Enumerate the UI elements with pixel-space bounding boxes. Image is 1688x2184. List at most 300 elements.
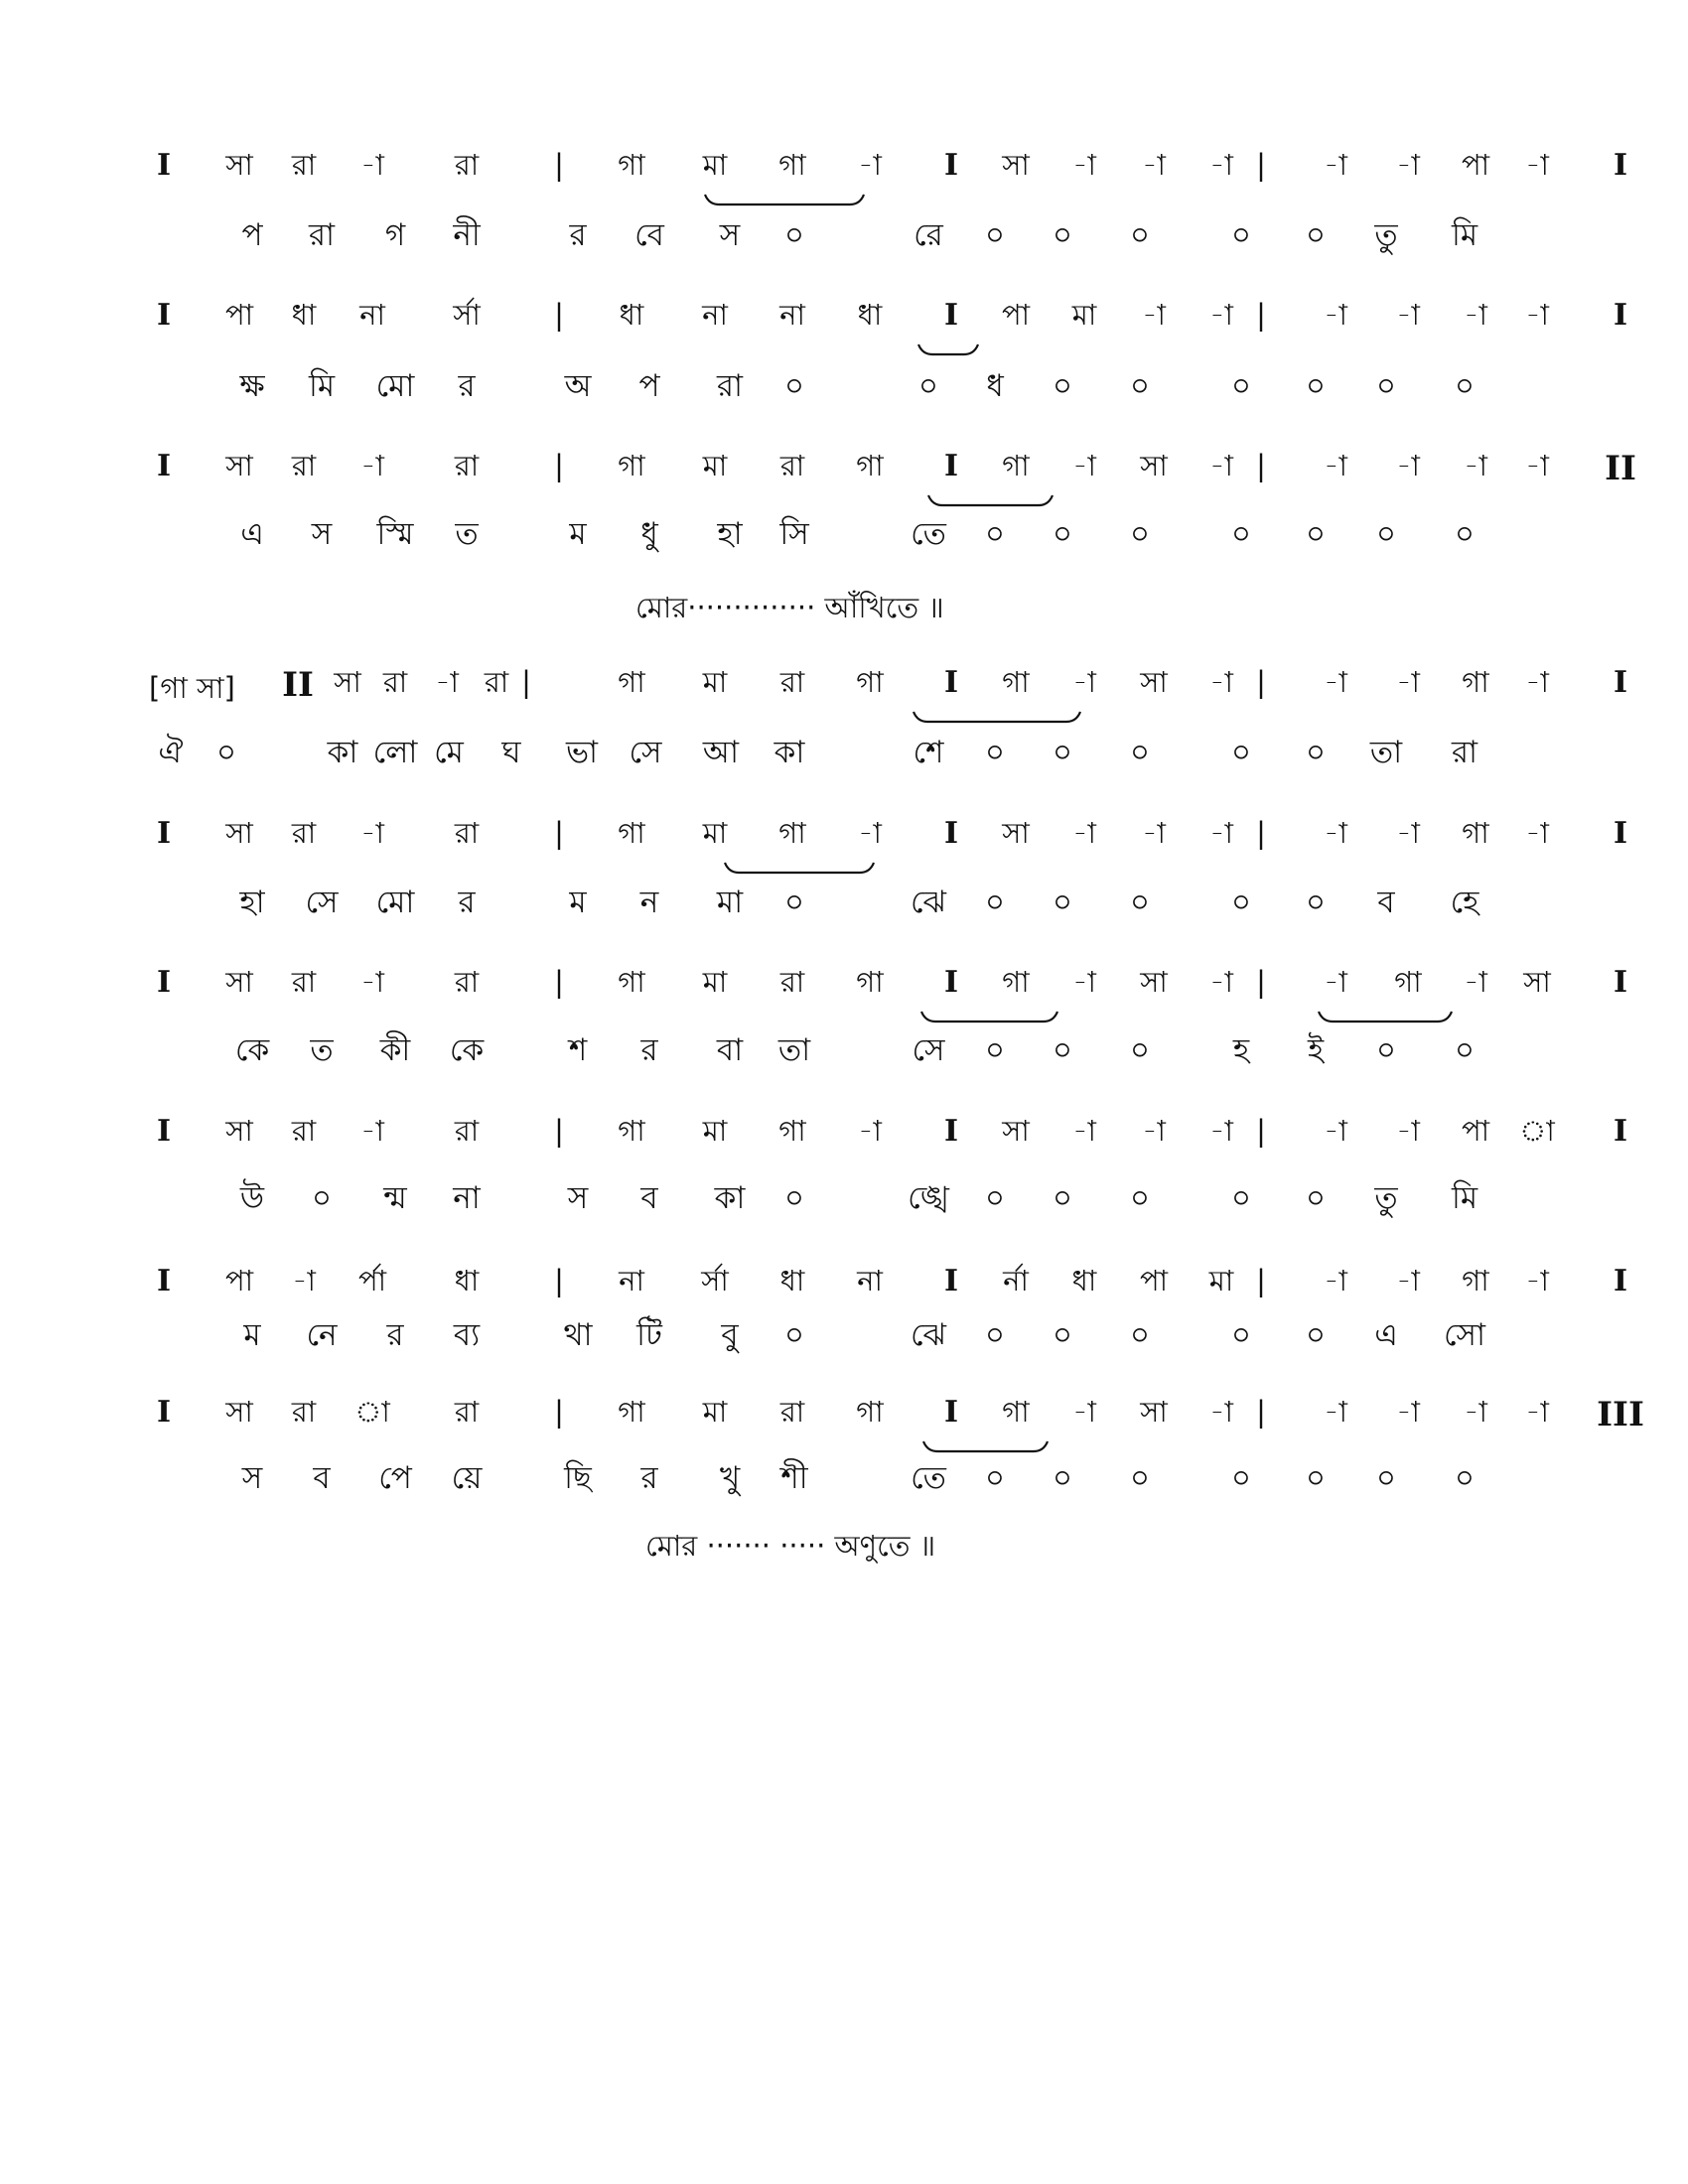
bar-line: I bbox=[156, 1395, 172, 1430]
lyric-syllable: কা bbox=[714, 1180, 746, 1216]
swara-note: র্না bbox=[1003, 1264, 1029, 1297]
lyric-syllable: ০ bbox=[1052, 217, 1073, 253]
swara-note: সা bbox=[225, 1395, 253, 1429]
swara-note: রা bbox=[454, 816, 480, 850]
bar-line: I bbox=[156, 965, 172, 1000]
lyric-syllable: ০ bbox=[1052, 368, 1073, 404]
swara-note: গা bbox=[778, 816, 806, 850]
lyric-syllable: ঘ bbox=[501, 735, 521, 770]
lyric-syllable: নে bbox=[306, 1317, 338, 1353]
swara-note: মা bbox=[702, 1114, 728, 1148]
swara-note: গা bbox=[778, 1114, 806, 1148]
swara-note: মা bbox=[1071, 298, 1097, 332]
swara-note: গা bbox=[1002, 965, 1030, 999]
swara-note: -া bbox=[360, 965, 384, 999]
bar-line: I bbox=[156, 1114, 172, 1149]
swara-note: -া bbox=[1525, 148, 1549, 182]
bar-line: II bbox=[282, 665, 314, 705]
bar-line: II bbox=[1605, 449, 1636, 488]
swara-note: সা bbox=[1140, 665, 1168, 699]
lyric-syllable: শে bbox=[913, 735, 944, 770]
slur-mark bbox=[918, 344, 978, 354]
lyric-syllable: তা bbox=[1369, 735, 1403, 770]
bar-line: I bbox=[943, 298, 959, 333]
swara-note: মা bbox=[702, 1395, 728, 1429]
lyric-syllable: ই bbox=[1307, 1032, 1325, 1068]
swara-note: -া bbox=[1142, 1114, 1166, 1148]
beat-divider: | bbox=[554, 148, 564, 182]
lyric-syllable: ০ bbox=[1305, 1460, 1327, 1496]
lyric-syllable: কী bbox=[379, 1032, 411, 1068]
swara-note: -া bbox=[1525, 298, 1549, 332]
lyric-syllable: ০ bbox=[1305, 1317, 1327, 1353]
swara-note: -া bbox=[1396, 1395, 1420, 1429]
swara-note: গা bbox=[1002, 449, 1030, 482]
lyric-syllable: ত bbox=[310, 1032, 334, 1068]
lyric-syllable: প bbox=[241, 217, 263, 253]
bar-line: I bbox=[943, 449, 959, 483]
bar-line: I bbox=[156, 1264, 172, 1298]
lyric-syllable: হ bbox=[1232, 1032, 1250, 1068]
lyric-syllable: ০ bbox=[1129, 1180, 1151, 1216]
lyric-syllable: অ bbox=[564, 368, 592, 404]
swara-note: -া bbox=[1525, 1395, 1549, 1429]
lyric-syllable: ০ bbox=[1129, 735, 1151, 770]
swara-note: -া bbox=[1209, 449, 1233, 482]
lyric-syllable: ০ bbox=[984, 1317, 1006, 1353]
slur-mark bbox=[1319, 1012, 1452, 1022]
beat-divider: | bbox=[554, 816, 564, 850]
bar-line: I bbox=[943, 816, 959, 851]
swara-note: গা bbox=[618, 1114, 645, 1148]
lyric-syllable: ০ bbox=[1230, 735, 1252, 770]
bar-line: I bbox=[943, 965, 959, 1000]
swara-note: -া bbox=[1209, 298, 1233, 332]
swara-note: সা bbox=[1002, 1114, 1030, 1148]
lyric-syllable: তা bbox=[777, 1032, 811, 1068]
swara-note: -া bbox=[1142, 816, 1166, 850]
swara-note: -া bbox=[1072, 965, 1096, 999]
swara-note: ধা bbox=[291, 298, 317, 332]
lyric-syllable: কা bbox=[774, 735, 805, 770]
lyric-syllable: ০ bbox=[783, 1317, 805, 1353]
swara-note: রা bbox=[291, 449, 317, 482]
swara-note: সা bbox=[225, 449, 253, 482]
beat-divider: | bbox=[554, 1114, 564, 1148]
swara-note: রা bbox=[291, 148, 317, 182]
lyric-syllable: মা bbox=[716, 885, 744, 920]
lyric-syllable: হা bbox=[717, 516, 743, 552]
lyric-syllable: শী bbox=[780, 1460, 808, 1496]
swara-note: -া bbox=[1209, 965, 1233, 999]
bar-line: I bbox=[156, 298, 172, 333]
lyric-syllable: টি bbox=[636, 1317, 662, 1353]
swara-note: রা bbox=[779, 965, 805, 999]
beat-divider: | bbox=[1256, 665, 1266, 699]
lyric-syllable: ঙ্খে bbox=[908, 1180, 949, 1216]
lyric-syllable: তে bbox=[911, 1460, 946, 1496]
swara-note: মা bbox=[702, 665, 728, 699]
lyric-syllable: ত bbox=[455, 516, 479, 552]
swara-note: গা bbox=[1462, 665, 1489, 699]
swara-note: রা bbox=[454, 1114, 480, 1148]
lyric-syllable: বা bbox=[716, 1032, 744, 1068]
lyric-syllable: ০ bbox=[984, 1460, 1006, 1496]
swara-note: -া bbox=[1324, 1264, 1347, 1297]
swara-note: ধা bbox=[454, 1264, 480, 1297]
lyric-syllable: স bbox=[311, 516, 333, 552]
lyric-syllable: ০ bbox=[1129, 368, 1151, 404]
lyric-syllable: পে bbox=[378, 1460, 412, 1496]
lyric-syllable: মো bbox=[375, 885, 415, 920]
lyric-syllable: ০ bbox=[1305, 735, 1327, 770]
swara-note: মা bbox=[702, 449, 728, 482]
lyric-syllable: কে bbox=[449, 1032, 485, 1068]
lyric-syllable: ০ bbox=[1305, 217, 1327, 253]
lyric-syllable: ক্ষ bbox=[239, 368, 265, 404]
lyric-syllable: স্মি bbox=[376, 516, 414, 552]
lyric-syllable: কা bbox=[327, 735, 358, 770]
lyric-syllable: তু bbox=[1374, 1180, 1398, 1216]
lyric-syllable: ০ bbox=[1230, 368, 1252, 404]
swara-note: সা bbox=[1140, 1395, 1168, 1429]
lyric-syllable: ০ bbox=[1230, 885, 1252, 920]
swara-note: রা bbox=[779, 1395, 805, 1429]
lyric-syllable: ০ bbox=[1454, 368, 1476, 404]
lyric-syllable: ০ bbox=[1305, 368, 1327, 404]
lyric-syllable: ০ bbox=[984, 885, 1006, 920]
swara-note: -া bbox=[292, 1264, 316, 1297]
swara-note: গা bbox=[778, 148, 806, 182]
lyric-syllable: হে bbox=[1450, 885, 1479, 920]
beat-divider: | bbox=[1256, 449, 1266, 482]
swara-note: -া bbox=[1396, 1114, 1420, 1148]
slur-mark bbox=[725, 863, 874, 873]
lyric-syllable: ০ bbox=[1052, 735, 1073, 770]
lyric-syllable: ০ bbox=[1454, 1032, 1476, 1068]
swara-note: গা bbox=[618, 816, 645, 850]
beat-divider: | bbox=[554, 1264, 564, 1297]
swara-note: গা bbox=[1462, 816, 1489, 850]
swara-note: -া bbox=[1209, 1395, 1233, 1429]
lyric-syllable: মো bbox=[375, 368, 415, 404]
lyric-syllable: ০ bbox=[1230, 516, 1252, 552]
lyric-syllable: স bbox=[567, 1180, 589, 1216]
swara-note: গা bbox=[618, 1395, 645, 1429]
lyric-syllable: ০ bbox=[984, 1180, 1006, 1216]
swara-note: -া bbox=[858, 1114, 882, 1148]
swara-note: গা bbox=[618, 665, 645, 699]
lyric-syllable: ০ bbox=[783, 1180, 805, 1216]
lyric-syllable: ০ bbox=[783, 368, 805, 404]
lyric-syllable: রা bbox=[716, 368, 744, 404]
swara-note: -া bbox=[1142, 298, 1166, 332]
swara-note: পা bbox=[1461, 148, 1490, 182]
swara-note: গা bbox=[856, 665, 884, 699]
swara-note: -া bbox=[1324, 1114, 1347, 1148]
lyric-syllable: ০ bbox=[1305, 516, 1327, 552]
lyric-syllable: ০ bbox=[1230, 1317, 1252, 1353]
lyric-syllable: ধ bbox=[986, 368, 1004, 404]
swara-note: -া bbox=[1072, 665, 1096, 699]
swara-note: গা bbox=[856, 965, 884, 999]
swara-note: -া bbox=[1142, 148, 1166, 182]
swara-note: -া bbox=[1464, 449, 1487, 482]
lyric-syllable: ০ bbox=[215, 735, 237, 770]
lyric-syllable: ছি bbox=[564, 1460, 592, 1496]
swara-note: সা bbox=[1523, 965, 1551, 999]
lyric-syllable: ঝে bbox=[910, 1317, 947, 1353]
lyric-syllable: উ bbox=[239, 1180, 265, 1216]
lyric-syllable: প bbox=[638, 368, 660, 404]
beat-divider: | bbox=[521, 665, 531, 699]
lyric-syllable: ০ bbox=[984, 217, 1006, 253]
swara-note: র্পা bbox=[357, 1264, 387, 1297]
lyric-syllable: তু bbox=[1374, 217, 1398, 253]
swara-note: গা bbox=[1002, 665, 1030, 699]
lyric-syllable: তে bbox=[911, 516, 946, 552]
swara-note: -া bbox=[1324, 665, 1347, 699]
bar-line: I bbox=[1613, 1264, 1628, 1298]
swara-note: -া bbox=[1209, 665, 1233, 699]
swara-note: -া bbox=[1324, 965, 1347, 999]
bar-line: I bbox=[1613, 816, 1628, 851]
lyric-syllable: ম bbox=[243, 1317, 261, 1353]
swara-note: -া bbox=[1209, 1114, 1233, 1148]
slur-mark bbox=[705, 195, 864, 205]
swara-note: া bbox=[1519, 1114, 1555, 1148]
swara-note: মা bbox=[702, 148, 728, 182]
beat-divider: | bbox=[554, 965, 564, 999]
slur-mark bbox=[928, 495, 1053, 505]
lyric-syllable: ভা bbox=[565, 735, 599, 770]
swara-note: -া bbox=[1464, 965, 1487, 999]
lyric-syllable: লো bbox=[372, 735, 418, 770]
swara-note: না bbox=[359, 298, 385, 332]
swara-note: ধা bbox=[857, 298, 883, 332]
lyric-syllable: ০ bbox=[1230, 1180, 1252, 1216]
swara-note: -া bbox=[1396, 449, 1420, 482]
lyric-syllable: ০ bbox=[984, 1032, 1006, 1068]
swara-note: রা bbox=[454, 148, 480, 182]
refrain-caption: মোর·············· আঁখিতে ॥ bbox=[635, 591, 944, 624]
lyric-syllable: খু bbox=[719, 1460, 741, 1496]
slur-mark bbox=[923, 1441, 1048, 1451]
lyric-syllable: ০ bbox=[1129, 885, 1151, 920]
bar-line: I bbox=[943, 1114, 959, 1149]
lyric-syllable: য়ে bbox=[451, 1460, 483, 1496]
swara-note: রা bbox=[291, 1395, 317, 1429]
lyric-syllable: ০ bbox=[1230, 217, 1252, 253]
lyric-syllable: ০ bbox=[1375, 1032, 1397, 1068]
lyric-syllable: এ bbox=[1374, 1317, 1398, 1353]
prefix-label: [গা সা] bbox=[149, 671, 235, 705]
lyric-syllable: ব bbox=[1377, 885, 1395, 920]
bar-line: I bbox=[156, 449, 172, 483]
swara-note: সা bbox=[225, 816, 253, 850]
swara-note: র্সা bbox=[701, 1264, 729, 1297]
bar-line: I bbox=[1613, 1114, 1628, 1149]
lyric-syllable: র bbox=[640, 1460, 658, 1496]
bar-line: I bbox=[1613, 298, 1628, 333]
swara-note: -া bbox=[1072, 816, 1096, 850]
bar-line: I bbox=[1613, 148, 1628, 183]
swara-note: পা bbox=[224, 1264, 254, 1297]
lyric-syllable: নী bbox=[453, 217, 481, 253]
bar-line: I bbox=[1613, 965, 1628, 1000]
lyric-syllable: সে bbox=[305, 885, 339, 920]
lyric-syllable: এ bbox=[240, 516, 264, 552]
lyric-syllable: ০ bbox=[917, 368, 939, 404]
swara-note: -া bbox=[1396, 816, 1420, 850]
swara-note: রা bbox=[382, 665, 408, 699]
beat-divider: | bbox=[1256, 816, 1266, 850]
swara-note: গা bbox=[856, 1395, 884, 1429]
swara-note: -া bbox=[1525, 1264, 1549, 1297]
swara-note: -া bbox=[1464, 298, 1487, 332]
bar-line: I bbox=[156, 816, 172, 851]
swara-note: সা bbox=[225, 1114, 253, 1148]
lyric-syllable: ০ bbox=[984, 516, 1006, 552]
swara-note: ধা bbox=[619, 298, 644, 332]
swara-note: র্সা bbox=[453, 298, 481, 332]
lyric-syllable: ০ bbox=[1052, 1460, 1073, 1496]
lyric-syllable: ০ bbox=[1305, 885, 1327, 920]
swara-note: -া bbox=[1072, 449, 1096, 482]
swara-note: গা bbox=[1002, 1395, 1030, 1429]
lyric-syllable: রা bbox=[1451, 735, 1478, 770]
swara-note: সা bbox=[1140, 965, 1168, 999]
swara-note: না bbox=[619, 1264, 644, 1297]
swara-note: -া bbox=[1324, 298, 1347, 332]
swara-note: -া bbox=[1525, 816, 1549, 850]
beat-divider: | bbox=[1256, 1114, 1266, 1148]
swara-note: পা bbox=[1461, 1114, 1490, 1148]
lyric-syllable: ম bbox=[569, 885, 587, 920]
swara-note: রা bbox=[779, 665, 805, 699]
lyric-syllable: ০ bbox=[984, 735, 1006, 770]
lyric-syllable: আ bbox=[702, 735, 740, 770]
lyric-syllable: ০ bbox=[1052, 516, 1073, 552]
bar-line: I bbox=[1613, 665, 1628, 700]
swara-note: রা bbox=[779, 449, 805, 482]
lyric-syllable: ঝে bbox=[910, 885, 947, 920]
swara-note: পা bbox=[1001, 298, 1031, 332]
swara-note: গা bbox=[856, 449, 884, 482]
lyric-syllable: না bbox=[453, 1180, 481, 1216]
swara-note: -া bbox=[1324, 148, 1347, 182]
lyric-syllable: ০ bbox=[1052, 1317, 1073, 1353]
swara-note: -া bbox=[1072, 148, 1096, 182]
swara-note: -া bbox=[435, 665, 459, 699]
swara-note: -া bbox=[360, 1114, 384, 1148]
lyric-syllable: রা bbox=[308, 217, 336, 253]
lyric-syllable: র bbox=[386, 1317, 404, 1353]
swara-note: মা bbox=[702, 816, 728, 850]
lyric-syllable: ০ bbox=[1230, 1460, 1252, 1496]
lyric-syllable: ন্ম bbox=[383, 1180, 407, 1216]
swara-note: পা bbox=[1139, 1264, 1169, 1297]
lyric-syllable: মি bbox=[1451, 217, 1478, 253]
swara-note: -া bbox=[1324, 1395, 1347, 1429]
beat-divider: | bbox=[1256, 965, 1266, 999]
beat-divider: | bbox=[1256, 298, 1266, 332]
swara-note: সা bbox=[1002, 816, 1030, 850]
swara-note: গা bbox=[618, 965, 645, 999]
lyric-syllable: র bbox=[458, 885, 476, 920]
swara-note: গা bbox=[618, 449, 645, 482]
lyric-syllable: ০ bbox=[1129, 217, 1151, 253]
swara-note: -া bbox=[360, 449, 384, 482]
lyric-syllable: ০ bbox=[1375, 368, 1397, 404]
swara-note: -া bbox=[1209, 816, 1233, 850]
beat-divider: | bbox=[1256, 148, 1266, 182]
swara-note: মা bbox=[1208, 1264, 1234, 1297]
lyric-syllable: বু bbox=[721, 1317, 739, 1353]
swara-note: রা bbox=[291, 1114, 317, 1148]
swara-note: -া bbox=[1324, 449, 1347, 482]
lyric-syllable: র bbox=[458, 368, 476, 404]
lyric-syllable: গ bbox=[384, 217, 406, 253]
lyric-syllable: ০ bbox=[1375, 516, 1397, 552]
swara-note: না bbox=[857, 1264, 883, 1297]
lyric-syllable: ন bbox=[639, 885, 659, 920]
beat-divider: | bbox=[554, 1395, 564, 1429]
swara-note: সা bbox=[225, 148, 253, 182]
beat-divider: | bbox=[554, 449, 564, 482]
swara-note: -া bbox=[1324, 816, 1347, 850]
swara-note: ধা bbox=[779, 1264, 805, 1297]
lyric-syllable: শ bbox=[568, 1032, 588, 1068]
swara-note: -া bbox=[360, 816, 384, 850]
lyric-syllable: ০ bbox=[1052, 1032, 1073, 1068]
lyric-syllable: ঐ bbox=[158, 735, 184, 770]
beat-divider: | bbox=[1256, 1395, 1266, 1429]
swara-note: সা bbox=[1140, 449, 1168, 482]
swara-note: -া bbox=[1464, 1395, 1487, 1429]
lyric-syllable: ম bbox=[569, 516, 587, 552]
swara-note: -া bbox=[1072, 1395, 1096, 1429]
lyric-syllable: সো bbox=[1443, 1317, 1486, 1353]
bar-line: I bbox=[943, 665, 959, 700]
lyric-syllable: ০ bbox=[1375, 1460, 1397, 1496]
swara-note: -া bbox=[1396, 1264, 1420, 1297]
swara-note: সা bbox=[334, 665, 361, 699]
lyric-syllable: ০ bbox=[783, 217, 805, 253]
swara-note: -া bbox=[1525, 449, 1549, 482]
lyric-syllable: ধু bbox=[640, 516, 658, 552]
lyric-syllable: ০ bbox=[1052, 1180, 1073, 1216]
bar-line: I bbox=[943, 148, 959, 183]
swara-note: রা bbox=[291, 816, 317, 850]
swara-note: -া bbox=[1072, 1114, 1096, 1148]
bar-line: III bbox=[1597, 1395, 1644, 1434]
bar-line: I bbox=[943, 1395, 959, 1430]
lyric-syllable: কে bbox=[234, 1032, 270, 1068]
swara-note: -া bbox=[1525, 665, 1549, 699]
lyric-syllable: মে bbox=[434, 735, 464, 770]
lyric-syllable: স bbox=[719, 217, 741, 253]
lyric-syllable: মি bbox=[308, 368, 336, 404]
lyric-syllable: রে bbox=[914, 217, 943, 253]
swara-note: রা bbox=[454, 449, 480, 482]
lyric-syllable: সি bbox=[779, 516, 809, 552]
lyric-syllable: ০ bbox=[1129, 1460, 1151, 1496]
lyric-syllable: ০ bbox=[1454, 1460, 1476, 1496]
lyric-syllable: ০ bbox=[1129, 1032, 1151, 1068]
swara-note: রা bbox=[454, 1395, 480, 1429]
beat-divider: | bbox=[554, 298, 564, 332]
